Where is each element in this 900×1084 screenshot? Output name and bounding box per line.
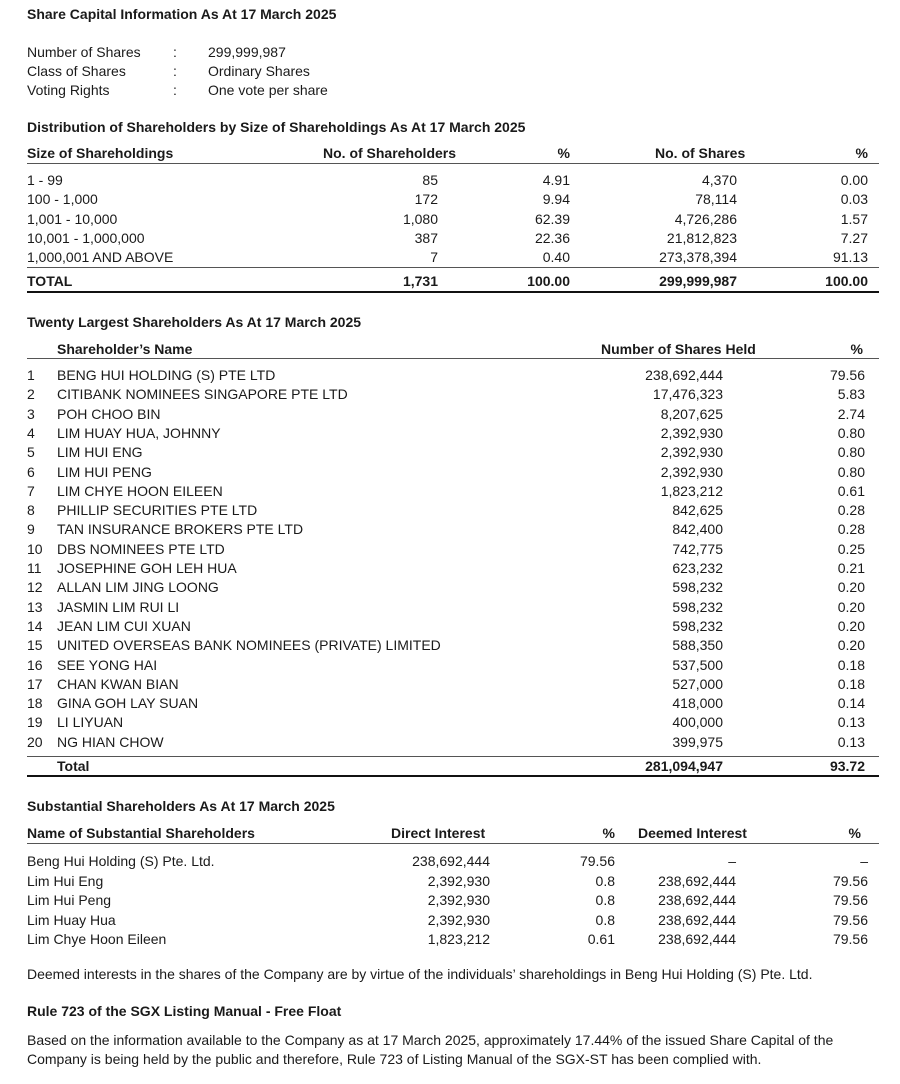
size-range: 100 - 1,000: [27, 191, 98, 208]
substantial-row: [27, 852, 879, 871]
shareholder-row: [27, 733, 879, 752]
header-divider: [27, 843, 879, 844]
shareholder-pct: 4.91: [542, 172, 570, 188]
shares-held: 2,392,930: [660, 463, 723, 480]
shares-held: 418,000: [672, 695, 723, 712]
deemed-interest: 238,692,444: [658, 872, 736, 889]
shareholder-row: [27, 424, 879, 443]
rank: 19: [27, 714, 43, 731]
shareholder-name: CITIBANK NOMINEES SINGAPORE PTE LTD: [57, 386, 348, 403]
direct-interest: 2,392,930: [427, 892, 490, 908]
shares-held: 400,000: [672, 714, 723, 731]
shareholder-row: [27, 675, 879, 694]
shareholder-name: CHAN KWAN BIAN: [57, 675, 179, 692]
total-top-divider: [27, 267, 879, 268]
rank: 13: [27, 598, 43, 615]
rank: 9: [27, 521, 35, 538]
shareholder-pct: 62.39: [534, 210, 570, 227]
deemed-pct: –: [860, 853, 868, 869]
shares-pct: 0.20: [837, 617, 865, 634]
shareholder-row: [27, 405, 879, 424]
shareholder-name: LIM HUI PENG: [57, 463, 152, 480]
shares-pct: 0.21: [837, 560, 865, 576]
deemed-pct: 79.56: [832, 892, 868, 908]
size-range: 1 - 99: [27, 172, 63, 188]
shares-pct: 0.14: [837, 695, 865, 712]
substantial-row: [27, 872, 879, 891]
shareholder-row: [27, 463, 879, 482]
direct-pct: 0.8: [595, 911, 615, 928]
rank: 1: [27, 367, 35, 383]
rank: 10: [27, 540, 43, 557]
shares-pct: 79.56: [829, 367, 865, 383]
rank: 14: [27, 617, 43, 634]
share-capital-sep: :: [173, 44, 177, 60]
substantial-header-row: [27, 824, 879, 843]
shareholder-row: [27, 617, 879, 636]
rank: 15: [27, 637, 43, 654]
share-count: 4,726,286: [674, 210, 737, 227]
direct-pct: 0.8: [595, 892, 615, 908]
shares-held: 842,400: [672, 521, 723, 538]
direct-interest: 238,692,444: [412, 853, 490, 869]
rank: 4: [27, 424, 35, 441]
shares-pct: 0.28: [837, 521, 865, 538]
share-capital-value: 299,999,987: [208, 44, 286, 60]
header-shares-held: Number of Shares Held: [601, 341, 756, 357]
rank: 11: [27, 560, 42, 576]
shareholder-row: [27, 713, 879, 732]
rank: 3: [27, 405, 35, 422]
deemed-interest: 238,692,444: [658, 931, 736, 947]
shareholder-count: 172: [414, 191, 438, 208]
shareholder-row: [27, 366, 879, 385]
direct-interest: 2,392,930: [427, 911, 490, 928]
shares-pct: 0.20: [837, 598, 865, 615]
shareholder-row: [27, 520, 879, 539]
total-shares: 299,999,987: [659, 273, 737, 289]
header-no-shares: No. of Shares: [655, 145, 746, 161]
substantial-name: Lim Hui Eng: [27, 872, 104, 889]
rank: 18: [27, 695, 43, 712]
shareholder-name: LI LIYUAN: [57, 714, 124, 731]
shareholder-row: [27, 578, 879, 597]
share-count: 21,812,823: [666, 229, 737, 246]
share-pct: 0.03: [840, 191, 868, 208]
size-range: 1,000,001 AND ABOVE: [27, 249, 174, 266]
rank: 12: [27, 579, 43, 596]
shareholder-name: LIM HUI ENG: [57, 444, 143, 461]
rank: 8: [27, 502, 35, 519]
rank: 20: [27, 733, 43, 750]
shares-pct: 0.61: [837, 482, 865, 499]
deemed-interest: 238,692,444: [658, 892, 736, 908]
shares-pct: 0.20: [837, 579, 865, 596]
header-direct: Direct Interest: [391, 825, 486, 841]
share-count: 4,370: [701, 172, 737, 188]
shareholder-name: TAN INSURANCE BROKERS PTE LTD: [57, 521, 304, 538]
shares-held: 598,232: [672, 579, 723, 596]
substantial-row: [27, 891, 879, 910]
shareholder-row: [27, 694, 879, 713]
shares-held: 623,232: [672, 560, 723, 576]
deemed-interest-note: Deemed interests in the shares of the Company are by virtue of the individuals’ shareholdings in Beng Hui Holding (S) Pte. Ltd.: [27, 966, 813, 982]
shareholder-pct: 22.36: [534, 229, 570, 246]
share-capital-sep: :: [173, 63, 177, 79]
shareholder-name: POH CHOO BIN: [57, 405, 161, 422]
shares-held: 17,476,323: [652, 386, 723, 403]
share-pct: 1.57: [840, 210, 868, 227]
distribution-row: [27, 248, 879, 267]
shareholder-name: JOSEPHINE GOH LEH HUA: [57, 560, 237, 576]
total-bottom-divider: [27, 291, 879, 293]
shareholder-row: [27, 443, 879, 462]
share-capital-label: Voting Rights: [27, 82, 110, 98]
rank: 2: [27, 386, 35, 403]
total-shares: 281,094,947: [645, 758, 723, 774]
deemed-interest: –: [728, 853, 736, 869]
rank: 17: [27, 675, 43, 692]
substantial-name: Beng Hui Holding (S) Pte. Ltd.: [27, 853, 215, 869]
share-pct: 91.13: [832, 249, 868, 266]
header-divider: [27, 358, 879, 359]
deemed-pct: 79.56: [832, 911, 868, 928]
shareholder-row: [27, 385, 879, 404]
distribution-row: [27, 229, 879, 248]
share-capital-value: One vote per share: [208, 82, 328, 98]
total-holders: 1,731: [402, 273, 438, 289]
shareholder-name: SEE YONG HAI: [57, 656, 158, 673]
direct-interest: 1,823,212: [427, 931, 490, 947]
total-bottom-divider: [27, 775, 879, 777]
size-range: 10,001 - 1,000,000: [27, 229, 145, 246]
twenty-header-row: [27, 340, 879, 359]
twenty-total-row: [27, 757, 879, 776]
header-deemed: Deemed Interest: [638, 825, 747, 841]
total-pct: 93.72: [829, 758, 865, 774]
shareholder-name: UNITED OVERSEAS BANK NOMINEES (PRIVATE) LIMITED: [57, 637, 441, 654]
free-float-title: Rule 723 of the SGX Listing Manual - Free Float: [27, 1003, 342, 1019]
shareholder-count: 1,080: [402, 210, 438, 227]
shares-pct: 0.80: [837, 424, 865, 441]
header-name: Name of Substantial Shareholders: [27, 825, 255, 841]
distribution-row: [27, 210, 879, 229]
shares-held: 8,207,625: [660, 405, 723, 422]
shareholder-name: LIM HUAY HUA, JOHNNY: [57, 424, 221, 441]
header-divider: [27, 163, 879, 164]
shareholder-count: 387: [414, 229, 438, 246]
shareholder-row: [27, 656, 879, 675]
distribution-title: Distribution of Shareholders by Size of Shareholdings As At 17 March 2025: [27, 119, 526, 135]
shares-held: 842,625: [672, 502, 723, 519]
shares-pct: 0.18: [837, 656, 865, 673]
header-name: Shareholder’s Name: [57, 341, 193, 357]
share-capital-row: [27, 81, 879, 100]
share-capital-label: Number of Shares: [27, 44, 141, 60]
rank: 7: [27, 482, 35, 499]
direct-pct: 0.8: [595, 872, 615, 889]
shares-pct: 0.13: [837, 714, 865, 731]
share-capital-sep: :: [173, 82, 177, 98]
twenty-largest-title: Twenty Largest Shareholders As At 17 March 2025: [27, 314, 362, 330]
share-capital-title: Share Capital Information As At 17 March 2025: [27, 6, 337, 22]
header-pct-holders: %: [557, 145, 570, 161]
header-deemed-pct: %: [848, 825, 861, 841]
share-capital-row: [27, 62, 879, 81]
shareholder-pct: 9.94: [542, 191, 570, 208]
substantial-name: Lim Huay Hua: [27, 911, 116, 928]
share-count: 273,378,394: [659, 249, 737, 266]
rank: 5: [27, 444, 35, 461]
shares-pct: 2.74: [837, 405, 865, 422]
shareholder-row: [27, 598, 879, 617]
deemed-interest: 238,692,444: [658, 911, 736, 928]
shares-pct: 0.13: [837, 733, 865, 750]
shareholder-name: JEAN LIM CUI XUAN: [57, 617, 191, 634]
shares-held: 2,392,930: [660, 424, 723, 441]
shareholder-row: [27, 540, 879, 559]
distribution-row: [27, 171, 879, 190]
shares-pct: 0.18: [837, 675, 865, 692]
shares-held: 598,232: [672, 598, 723, 615]
size-range: 1,001 - 10,000: [27, 210, 118, 227]
share-capital-label: Class of Shares: [27, 63, 126, 79]
shares-held: 2,392,930: [660, 444, 723, 461]
total-label: Total: [57, 758, 90, 774]
substantial-name: Lim Hui Peng: [27, 892, 112, 908]
shareholder-row: [27, 501, 879, 520]
shares-held: 527,000: [672, 675, 723, 692]
shareholder-name: PHILLIP SECURITIES PTE LTD: [57, 502, 258, 519]
share-capital-row: [27, 43, 879, 62]
shares-held: 598,232: [672, 617, 723, 634]
header-no-shareholders: No. of Shareholders: [323, 145, 457, 161]
shares-held: 742,775: [672, 540, 723, 557]
shares-pct: 0.80: [837, 444, 865, 461]
shares-pct: 0.20: [837, 637, 865, 654]
shares-held: 588,350: [672, 637, 723, 654]
shareholder-count: 85: [422, 172, 438, 188]
shareholder-name: GINA GOH LAY SUAN: [57, 695, 199, 712]
shares-held: 1,823,212: [660, 482, 723, 499]
deemed-pct: 79.56: [832, 931, 868, 947]
total-pct-shares: 100.00: [825, 273, 868, 289]
header-direct-pct: %: [602, 825, 615, 841]
distribution-row: [27, 190, 879, 209]
distribution-header-row: [27, 144, 879, 163]
share-pct: 7.27: [840, 229, 868, 246]
shares-held: 537,500: [672, 656, 723, 673]
distribution-total-row: [27, 272, 879, 291]
substantial-name: Lim Chye Hoon Eileen: [27, 931, 167, 947]
share-count: 78,114: [695, 191, 737, 208]
shares-pct: 0.80: [837, 463, 865, 480]
share-capital-value: Ordinary Shares: [208, 63, 310, 79]
shares-pct: 0.25: [837, 540, 865, 557]
deemed-pct: 79.56: [832, 872, 868, 889]
header-pct-shares: %: [855, 145, 868, 161]
substantial-row: [27, 930, 879, 949]
shareholder-name: DBS NOMINEES PTE LTD: [57, 540, 225, 557]
direct-interest: 2,392,930: [427, 872, 490, 889]
shareholder-name: LIM CHYE HOON EILEEN: [57, 482, 223, 499]
header-pct: %: [850, 341, 863, 357]
shares-pct: 0.28: [837, 502, 865, 519]
substantial-row: [27, 911, 879, 930]
shares-held: 399,975: [672, 733, 723, 750]
share-pct: 0.00: [840, 172, 868, 188]
shareholder-pct: 0.40: [542, 249, 570, 266]
direct-pct: 79.56: [579, 853, 615, 869]
substantial-title: Substantial Shareholders As At 17 March 2025: [27, 798, 335, 814]
direct-pct: 0.61: [587, 931, 615, 947]
rank: 16: [27, 656, 43, 673]
shareholder-name: JASMIN LIM RUI LI: [57, 598, 180, 615]
free-float-text: Based on the information available to the Company as at 17 March 2025, approximately 17.44% of the issued Share Capital of the Company is being held by the public and therefore, Rule 723 of Listing Manual of the SGX-ST has been complied with.: [27, 1032, 834, 1067]
rank: 6: [27, 463, 35, 480]
shareholder-row: [27, 636, 879, 655]
shareholder-name: BENG HUI HOLDING (S) PTE LTD: [57, 367, 276, 383]
header-size: Size of Shareholdings: [27, 145, 174, 161]
total-pct-holders: 100.00: [527, 273, 570, 289]
shareholder-row: [27, 482, 879, 501]
total-label: TOTAL: [27, 273, 73, 289]
shareholder-row: [27, 559, 879, 578]
shareholder-count: 7: [430, 249, 438, 266]
shares-pct: 5.83: [837, 386, 865, 403]
shares-held: 238,692,444: [645, 367, 723, 383]
shareholder-name: NG HIAN CHOW: [57, 733, 164, 750]
shareholder-name: ALLAN LIM JING LOONG: [57, 579, 219, 596]
